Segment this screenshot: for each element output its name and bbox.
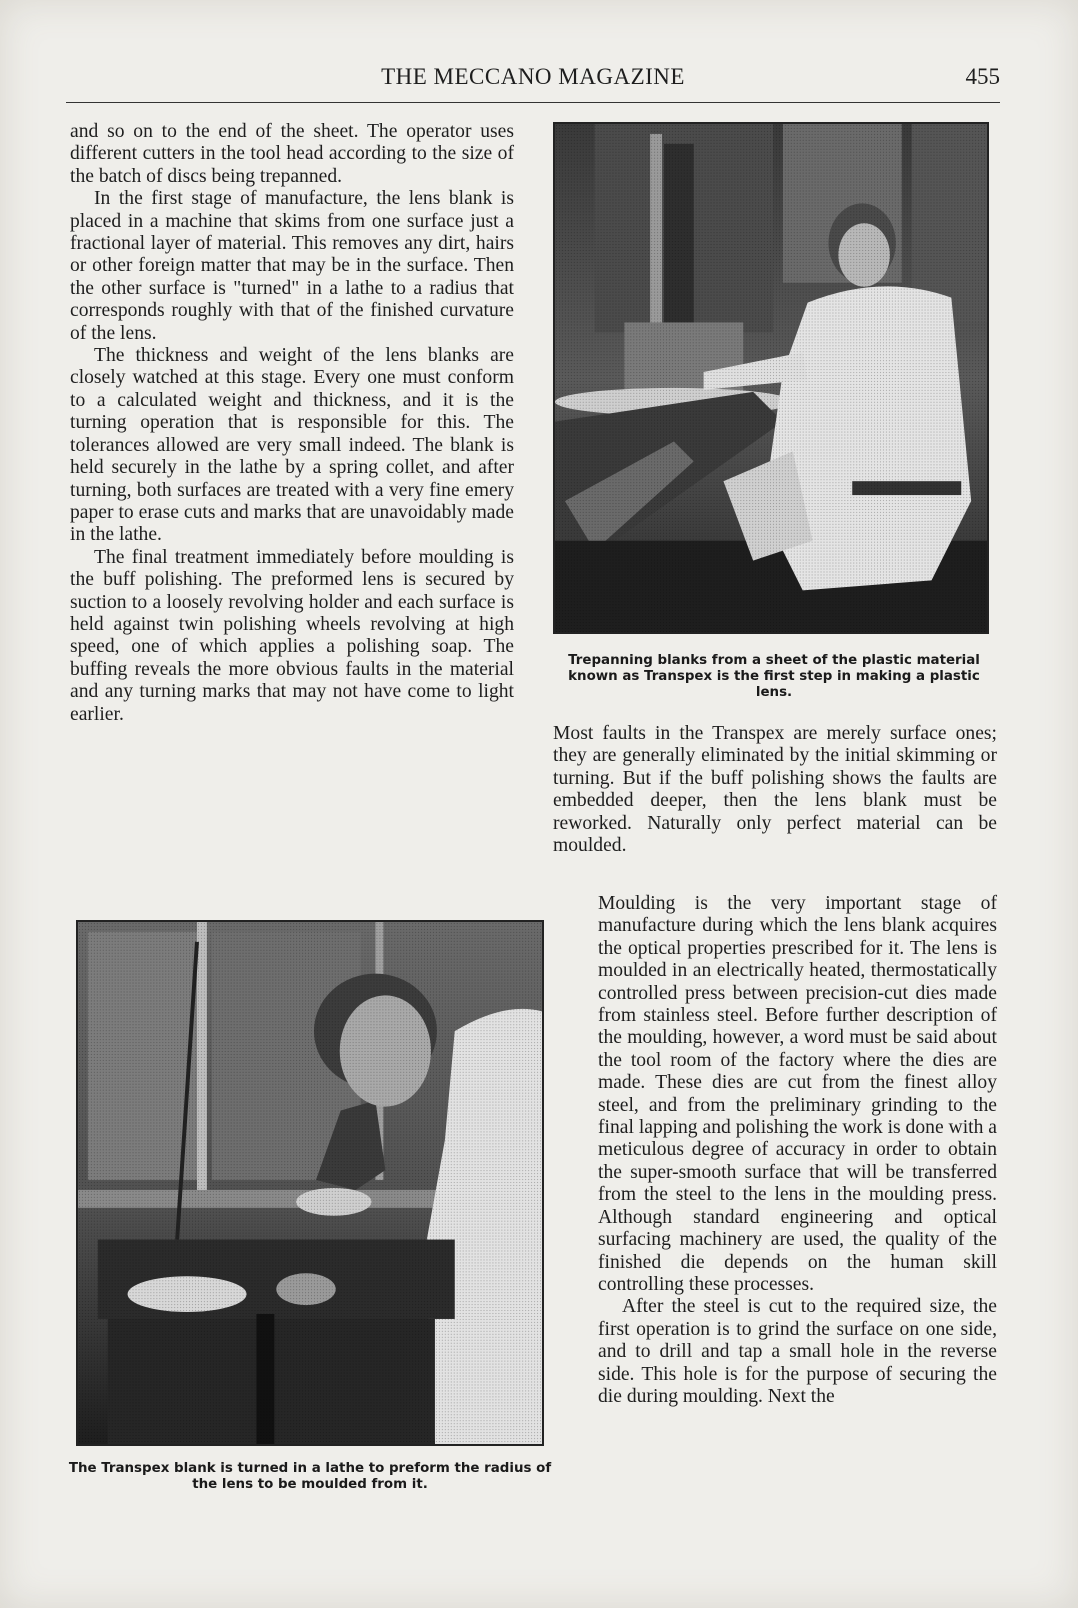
figure-caption-top: Trepanning blanks from a sheet of the plastic material known as Transpex is the first step in making a plastic lens. xyxy=(568,653,980,700)
header-rule xyxy=(66,102,1000,103)
trepanning-photo xyxy=(553,122,989,634)
body-paragraph: The final treatment immediately before moulding is the buff polishing. The preformed lens is secured by suction to a loosely revolving holder and each surface is held against twin polishing wheels revolving at high speed, one of which applies a polishing soap. The buffing reveals the more obvious faults in the material and any turning marks that may not have come to light earlier. xyxy=(70,546,514,725)
trepanning-photo-illustration xyxy=(555,124,987,632)
body-paragraph: Most faults in the Transpex are merely surface ones; they are generally eliminated by the initial skimming or turning. But if the buff polishing shows the faults are embedded deeper, then the lens blank must be reworked. Naturally only perfect material can be moulded. xyxy=(553,723,997,857)
body-paragraph: The thickness and weight of the lens blanks are closely watched at this stage. Every one must conform to a calculated weight and thickness, and it is the turning operation that is responsible for this. The tolerances allowed are very small indeed. The blank is held securely in the lathe by a spring collet, and after turning, both surfaces are treated with a very fine emery paper to erase cuts and marks that are unavoidably made in the lathe. xyxy=(70,345,514,546)
figure-caption-bottom: The Transpex blank is turned in a lathe to preform the radius of the lens to be moulded from it. xyxy=(68,1461,552,1492)
body-paragraph: After the steel is cut to the required size, the first operation is to grind the surface on one side, and to drill and tap a small hole in the reverse side. This hole is for the purpose of securing the die during moulding. Next the xyxy=(598,1296,997,1407)
right-column-lower xyxy=(598,893,997,1408)
lathe-photo-illustration xyxy=(78,922,542,1444)
magazine-title: THE MECCANO MAGAZINE xyxy=(381,64,685,89)
right-column-upper xyxy=(553,723,997,857)
body-paragraph: In the first stage of manufacture, the lens blank is placed in a machine that skims from one surface just a fractional layer of material. This removes any dirt, hairs or other foreign matter that may be in the surface. Then the other surface is "turned" in a lathe to a radius that corresponds roughly with that of the finished curvature of the lens. xyxy=(70,188,514,344)
page-number: 455 xyxy=(965,64,1000,89)
left-column xyxy=(70,121,514,726)
lathe-photo xyxy=(76,920,544,1446)
body-paragraph: Moulding is the very important stage of manufacture during which the lens blank acquires the optical properties prescribed for it. The lens is moulded in an electrically heated, thermostatically controlled press between precision-cut dies made from stainless steel. Before further description of the moulding, however, a word must be said about the tool room of the factory where the dies are made. These dies are cut from the finest alloy steel, and from the preliminary grinding to the final lapping and polishing the work is done with a meticulous degree of accuracy in order to obtain the super-smooth surface that will be transferred from the steel to the lens in the moulding press. Although standard engineering and optical surfacing machinery are used, the quality of the finished die depends on the human skill controlling these processes. xyxy=(598,893,997,1295)
body-paragraph: and so on to the end of the sheet. The operator uses different cutters in the tool head according to the size of the batch of discs being trepanned. xyxy=(70,121,514,187)
running-header xyxy=(66,62,1000,102)
